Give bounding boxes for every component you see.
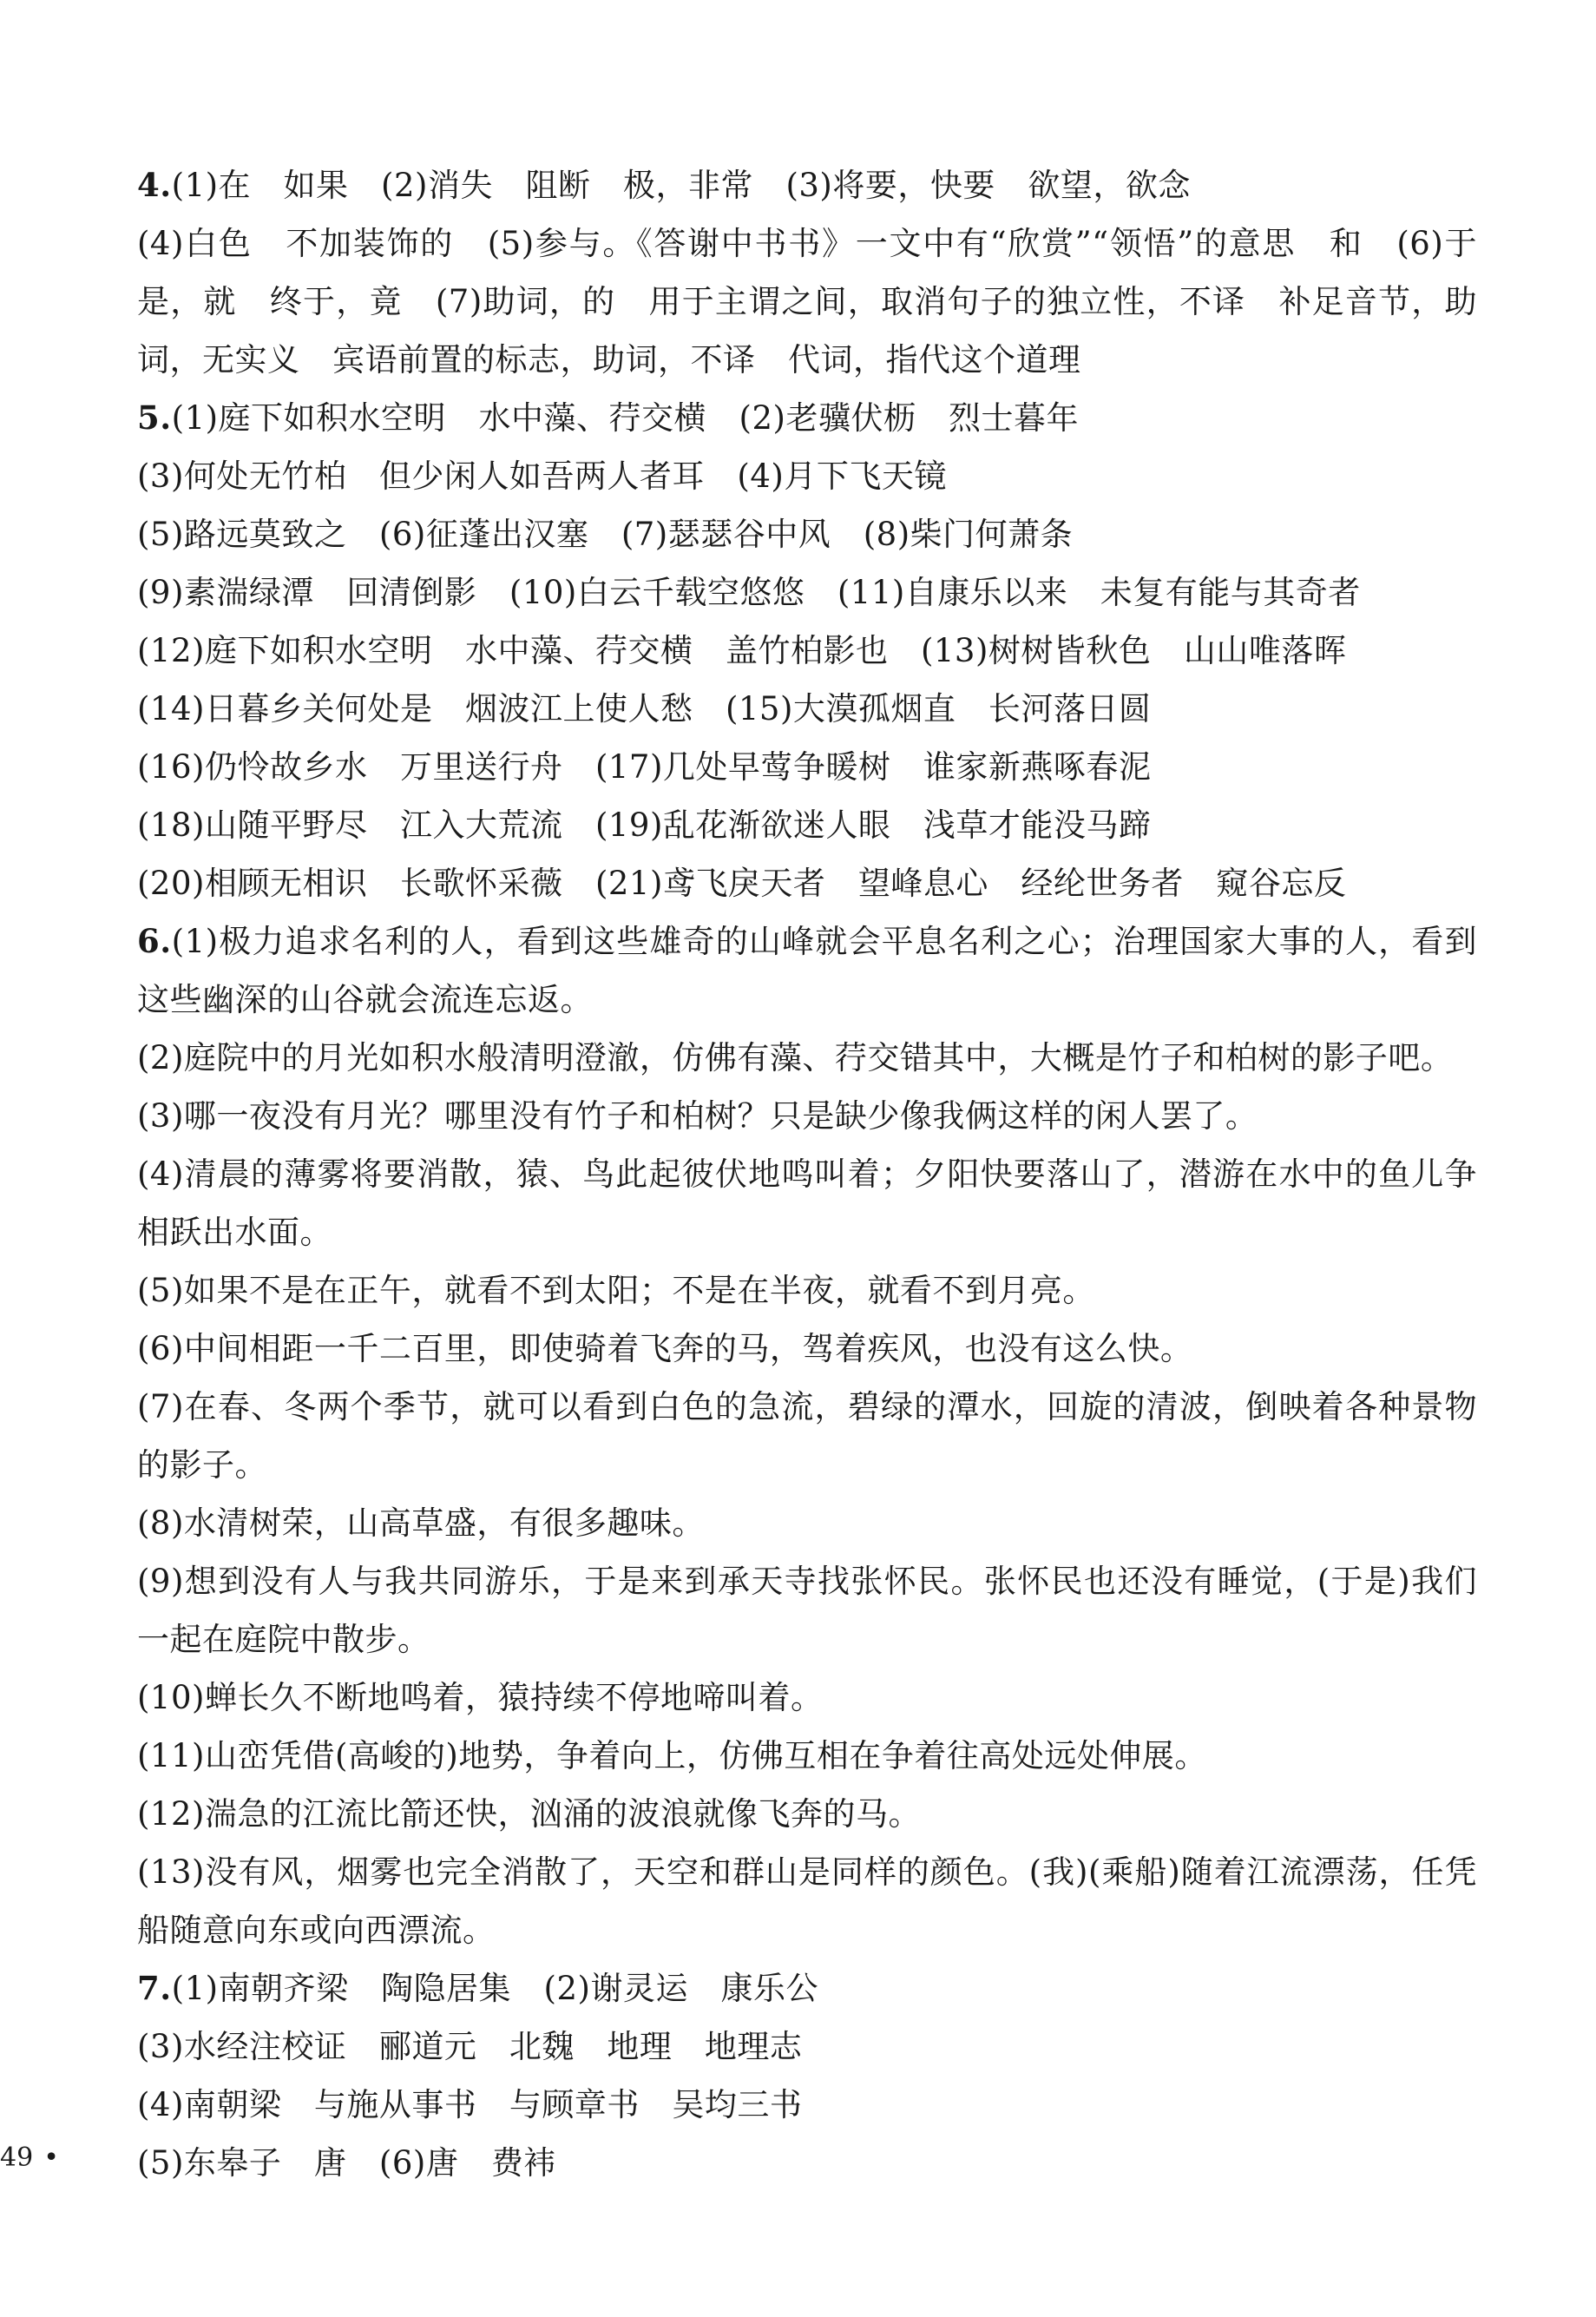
q5-line: (5)路远莫致之 (6)征蓬出汉塞 (7)瑟瑟谷中风 (8)柴门何萧条	[137, 516, 1074, 553]
q6-item: (6)中间相距一千二百里，即使骑着飞奔的马，驾着疾风，也没有这么快。	[137, 1330, 1193, 1367]
q5-line: (3)何处无竹柏 但少闲人如吾两人者耳 (4)月下飞天镜	[137, 457, 947, 495]
page-number: 49 •	[0, 2141, 59, 2175]
q7-line: (5)东皋子 唐 (6)唐 费袆	[137, 2144, 556, 2182]
q6-item: (3)哪一夜没有月光？哪里没有竹子和柏树？只是缺少像我俩这样的闲人罢了。	[137, 1097, 1258, 1135]
answer-content	[71, 156, 1477, 2192]
q6-item: (9)想到没有人与我共同游乐，于是来到承天寺找张怀民。张怀民也还没有睡觉，(于是)我们一起在庭院中散步。	[137, 1563, 1477, 1658]
bullet-icon: •	[43, 2143, 59, 2173]
q6-number: 6.	[137, 922, 172, 960]
q5-line: (18)山随平野尽 江入大荒流 (19)乱花渐欲迷人眼 浅草才能没马蹄	[137, 806, 1152, 844]
q6-item: (2)庭院中的月光如积水般清明澄澈，仿佛有藻、荇交错其中，大概是竹子和柏树的影子吧。	[137, 1039, 1454, 1076]
q4-line-1: 4.(1)在 如果 (2)消失 阻断 极，非常 (3)将要，快要 欲望，欲念	[137, 166, 1191, 204]
q5-number: 5.	[137, 398, 172, 437]
q6-item-1: 6.(1)极力追求名利的人，看到这些雄奇的山峰就会平息名利之心；治理国家大事的人，看到这些幽深的山谷就会流连忘返。	[137, 922, 1477, 1018]
q6-item: (11)山峦凭借(高峻的)地势，争着向上，仿佛互相在争着往高处远处伸展。	[137, 1737, 1207, 1774]
q5-line: (9)素湍绿潭 回清倒影 (10)白云千载空悠悠 (11)自康乐以来 未复有能与其奇者	[137, 574, 1361, 611]
q6-item: (7)在春、冬两个季节，就可以看到白色的急流，碧绿的潭水，回旋的清波，倒映着各种景物的影子。	[137, 1388, 1477, 1484]
q4-number: 4.	[137, 166, 172, 204]
q7-line: (3)水经注校证 郦道元 北魏 地理 地理志	[137, 2028, 803, 2065]
q7-line-1: 7.(1)南朝齐梁 陶隐居集 (2)谢灵运 康乐公	[137, 1969, 818, 2007]
q6-item: (8)水清树荣，山高草盛，有很多趣味。	[137, 1504, 705, 1542]
q5-line: (20)相顾无相识 长歌怀采薇 (21)鸢飞戾天者 望峰息心 经纶世务者 窥谷忘反	[137, 865, 1347, 902]
q5-line: (16)仍怜故乡水 万里送行舟 (17)几处早莺争暖树 谁家新燕啄春泥	[137, 748, 1152, 786]
q5-line-1: 5.(1)庭下如积水空明 水中藻、荇交横 (2)老骥伏枥 烈士暮年	[137, 398, 1079, 437]
q7-line: (4)南朝梁 与施从事书 与顾章书 吴均三书	[137, 2086, 803, 2123]
q7-number: 7.	[137, 1969, 172, 2007]
q6-item: (4)清晨的薄雾将要消散，猿、鸟此起彼伏地鸣叫着；夕阳快要落山了，潜游在水中的鱼儿争相跃出水面。	[137, 1155, 1477, 1251]
q5-line: (14)日暮乡关何处是 烟波江上使人愁 (15)大漠孤烟直 长河落日圆	[137, 690, 1152, 727]
q6-item: (5)如果不是在正午，就看不到太阳；不是在半夜，就看不到月亮。	[137, 1272, 1095, 1309]
q4-line-2: (4)白色 不加装饰的 (5)参与。《答谢中书书》一文中有“欣赏”“领悟”的意思 和 (6)于是，就 终于，竟 (7)助词，的 用于主谓之间，取消句子的独立性，不译 补足音节，助词，无实义 宾语前置的标志，助词，不译 代词，指代这个道理	[137, 225, 1477, 378]
q6-item: (10)蝉长久不断地鸣着，猿持续不停地啼叫着。	[137, 1679, 824, 1716]
q5-line: (12)庭下如积水空明 水中藻、荇交横 盖竹柏影也 (13)树树皆秋色 山山唯落晖	[137, 632, 1347, 669]
q6-item: (12)湍急的江流比箭还快，汹涌的波浪就像飞奔的马。	[137, 1795, 921, 1833]
q6-item: (13)没有风，烟雾也完全消散了，天空和群山是同样的颜色。(我)(乘船)随着江流漂荡，任凭船随意向东或向西漂流。	[137, 1853, 1477, 1949]
